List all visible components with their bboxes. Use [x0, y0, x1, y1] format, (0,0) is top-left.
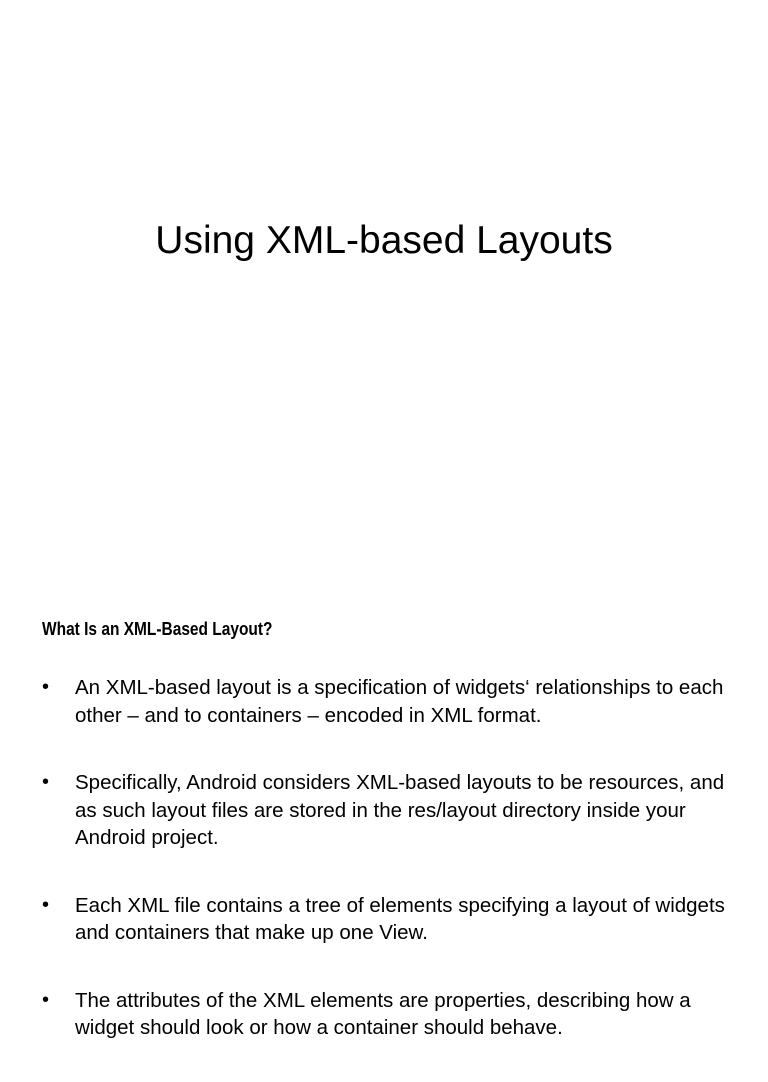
bullet-marker: •	[42, 676, 50, 698]
list-item	[42, 769, 732, 852]
bullet-text: The attributes of the XML elements are properties, describing how a widget should look or how a container should behave.	[75, 988, 691, 1039]
bullet-marker: •	[42, 771, 50, 793]
list-item	[42, 987, 732, 1042]
bullet-text: Specifically, Android considers XML-based layouts to be resources, and as such layout files are stored in the res/layout directory inside your Android project.	[75, 771, 725, 849]
bullet-marker: •	[42, 893, 50, 916]
bullet-text: Each XML file contains a tree of elements specifying a layout of widgets and containers that make up one View.	[75, 893, 725, 944]
list-item	[42, 892, 732, 947]
bullet-list	[42, 674, 732, 1082]
bullet-marker: •	[42, 988, 50, 1011]
slide-title: Using XML-based Layouts	[155, 219, 613, 262]
list-item	[42, 674, 732, 729]
section-heading: What Is an XML-Based Layout?	[42, 619, 273, 639]
bullet-text: An XML-based layout is a specification of widgets‘ relationships to each other – and to containers – encoded in XML format.	[75, 676, 724, 727]
